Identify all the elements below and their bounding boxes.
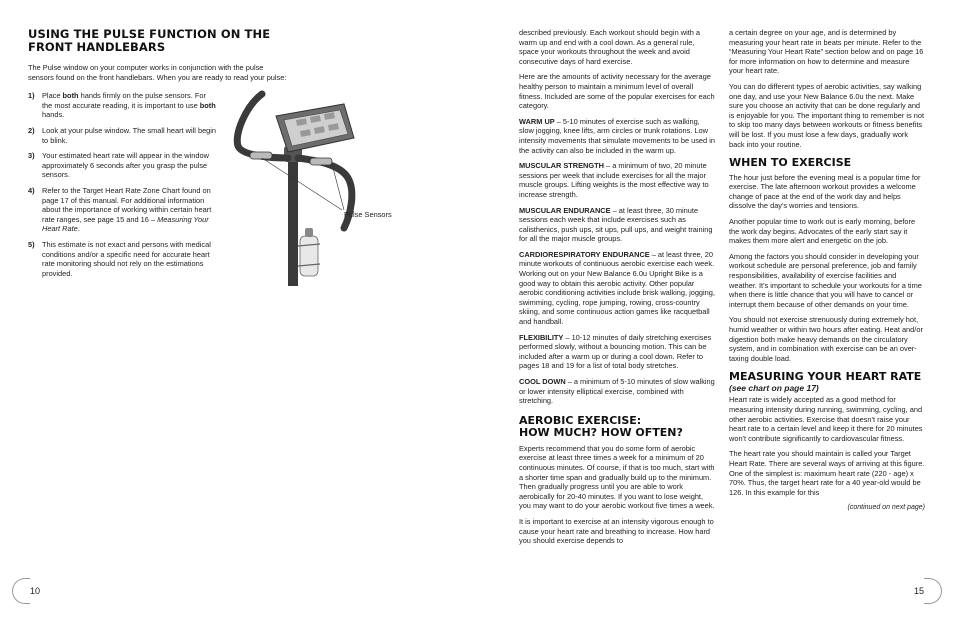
step-text: Look at your pulse window. The small heart will begin to blink. [42,125,217,145]
paragraph: It is important to exercise at an intensity vigorous enough to cause your heart rate and breathing to increase. How hard you should exercise depends to [519,516,714,546]
emphasis: both [62,91,79,101]
step-text [42,186,224,234]
section-title-when: WHEN TO EXERCISE [729,156,852,170]
lead-cardio: CARDIORESPIRATORY ENDURANCE [519,249,650,259]
step-text-part: Refer to the Target Heart Rate Zone Chart found on page 17 of this manual. For additional information about the importance of working within certain heart rate ranges, see page 15 and 16 – [42,185,212,224]
paragraph: Experts recommend that you do some form of aerobic exercise at least three times a week for a minimum of 20 continuous minutes. Of course, if that is too much, start with a shorter time span and gradually build up to the minimum. Then gradually progress until you are able to work aerobically for 20-40 minutes. If you want to lose weight, you may want to do your aerobic workout five times a week. [519,443,715,511]
list-item [28,186,224,234]
step-number: 2) [28,125,35,135]
step-number: 5) [28,239,35,249]
right-column [729,28,925,513]
paragraph: Here are the amounts of activity necessary for the average healthy person to maintain a minimum level of overall fitness. Included are some of the popular exercises for each category. [519,72,715,111]
section-title-measuring: MEASURING YOUR HEART RATE [729,370,922,384]
title-line: AEROBIC EXERCISE: [519,413,642,427]
list-item [28,91,218,120]
lead-muscular-strength: MUSCULAR STRENGTH [519,161,604,171]
paragraph: The hour just before the evening meal is a popular time for exercise. The late afternoon workout provides a welcome change of pace at the end of the work day and helps dissolve the day's worries and tensions. [729,172,921,211]
middle-column [519,28,716,552]
chart-reference: (see chart on page 17) [729,382,819,393]
page-number-right: 15 [913,586,924,596]
section-title-pulse: USING THE PULSE FUNCTION ON THE FRONT HANDLEBARS [28,27,271,54]
bike-console-illustration [232,86,372,296]
step-text: This estimate is not exact and persons with medical conditions and/or a specific need for accurate heart rate monitoring should not rely on the estimations provided. [42,239,211,278]
step-text: Your estimated heart rate will appear in the window approximately 6 seconds after you grasp the pulse sensors. [42,151,209,180]
lead-muscular-endurance: MUSCULAR ENDURANCE [519,205,611,215]
lead-warm-up: WARM UP [519,116,555,126]
page-curl-right [924,578,942,604]
list-item [28,126,218,145]
intro-paragraph: The Pulse window on your computer works in conjunction with the pulse sensors found on the front handlebars. When you are ready to read your pulse: [28,63,287,82]
step-number: 3) [28,151,35,161]
section-title-aerobic [519,415,716,440]
paragraph: The heart rate you should maintain is called your Target Heart Rate. There are several ways of arriving at this figure. One of the simplest is: maximum heart rate (220 - age) x 70%. Thus, the target heart rate for a 40 year-old would be 126. In this example for this [729,449,925,497]
paragraph-text: – at least three, 20 minute workouts of continuous aerobic exercise each week. Working out on your New Balance 6.0u Upright Bike is a good way to obtain this aerobic activity. Other popular aerobic conditioning activities include brisk walking, jogging, swimming, cycling, rope jumping, rowing, cross-country skiing, and some continuous action games like racquetball and handball. [519,249,715,327]
pulse-sensors-label: Pulse Sensors [344,210,392,219]
step-text-part: hands. [42,110,65,120]
list-item [28,151,218,180]
paragraph: Among the factors you should consider in developing your workout schedule are personal preference, job and family responsibilities, availability of exercise facilities and weather. It's important to schedule your workouts for a time when there is little chance that you will have to cancel or interrupt them because of other demands on your time. [729,251,922,309]
continued-note: (continued on next page) [847,504,925,512]
paragraph: a certain degree on your age, and is determined by measuring your heart rate in beats per minute. Refer to the “Measuring Your Heart Rate” section below and on page 16 for more information on how to determine and measure your heart rate. [729,28,924,76]
paragraph-text: – 10-12 minutes of daily stretching exercises performed slowly, without a bouncing motion. This can be included after a warm up or during a cool down. Refer to pages 18 and 19 for a list of total body stretches. [519,332,712,371]
step-text-part: . [77,224,80,234]
lead-cool-down: COOL DOWN [519,377,566,386]
step-text-part: hands firmly on the pulse sensors. For the most accurate reading, it is important to use [42,91,206,110]
step-text [42,91,218,120]
step-text-part: Place [42,91,63,101]
emphasis: Measuring Your Heart Rate [42,214,209,234]
paragraph: You can do different types of aerobic activities, say walking one day, and use your New Balance 6.0u the next. Make sure you choose an activity that can be done regularly and is enjoyable for you. The important thing to remember is not to skip too many days between workouts or fitness benefits will be lost. If you must lose a few days, gradually work back into your routine. [729,81,924,149]
paragraph [519,117,716,155]
paragraph [519,161,716,199]
paragraph-text: – a minimum of 5-10 minutes of slow walking or lower intensity elliptical exercise, combined with stretching. [519,377,715,406]
paragraph [519,250,716,327]
paragraph: You should not exercise strenuously during extremely hot, humid weather or within two hours after eating. Heat and/or digestion both make heavy demands on the circulatory system, and in combination with exercise can be an over-taxing double load. [729,315,923,363]
paragraph: described previously. Each workout should begin with a warm up and end with a cool down. As a general rule, space your workouts throughout the week and avoid consecutive days of hard exercise. [519,28,701,66]
lead-flexibility: FLEXIBILITY [519,332,564,342]
page-curl-left [12,578,30,604]
step-number: 4) [28,185,35,195]
paragraph: Heart rate is widely accepted as a good method for measuring intensity during running, swimming, cycling, and other aerobic activities. Exercise that doesn't raise your heart rate to a certain level and keep it there for 20 minutes won't contribute significantly to cardiovascular fitness. [729,395,923,443]
paragraph: Another popular time to work out is early morning, before the work day begins. Advocates of the early start say it makes them more alert and energetic on the job. [729,217,916,246]
page-number-left: 10 [30,586,41,596]
step-number: 1) [28,91,35,101]
paragraph [519,206,716,244]
paragraph [519,377,716,406]
paragraph [519,333,716,371]
list-item [28,240,224,278]
paragraph-text: – 5-10 minutes of exercise such as walking, slow jogging, knee lifts, arm circles or trunk rotations. Low intensity movements that simulate movements to be used in the activity can also be included in the warm up. [519,116,715,155]
emphasis: both [199,100,216,110]
title-line: HOW MUCH? HOW OFTEN? [519,426,683,440]
paragraph-text: – a minimum of two, 20 minute sessions per week that include exercises for all the major muscle groups. Lifting weights is the most effective way to increase strength. [519,161,709,199]
paragraph-text: – at least three, 30 minute sessions each week that include exercises such as calisthenics, push ups, sit ups, pull ups, and weight training for all the major muscle groups. [519,205,713,244]
